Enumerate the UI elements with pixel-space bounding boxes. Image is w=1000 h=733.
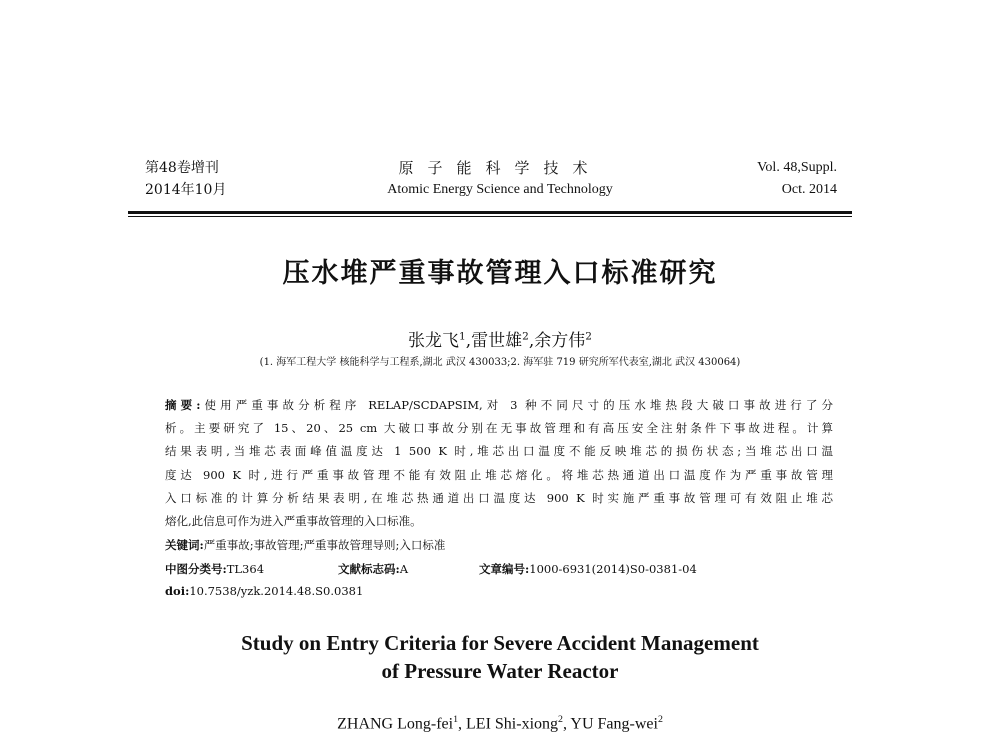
abstract-line: 入口标准的计算分析结果表明,在堆芯热通道出口温度达 900 K 时实施严重事故管理可有效阻止堆芯	[165, 491, 833, 505]
author-mark: 2	[558, 714, 563, 725]
doc-code-value: A	[399, 562, 409, 576]
paper-title-en-line2: of Pressure Water Reactor	[381, 659, 619, 683]
author-name: 余方伟	[534, 331, 586, 351]
abstract-line: 结果表明,当堆芯表面峰值温度达 1 500 K 时,堆芯出口温度不能反映堆芯的损伤状态;当堆芯出口温	[165, 444, 833, 458]
abstract-label: 摘要:	[165, 398, 201, 412]
authors-cn	[408, 326, 592, 351]
author-mark: 2	[657, 714, 663, 725]
journal-issue-block	[757, 157, 837, 201]
paper-title-en-line1: Study on Entry Criteria for Severe Accident Management	[241, 631, 759, 655]
doi-label: doi:	[165, 584, 190, 598]
header-rule-thin	[128, 216, 852, 217]
keywords-label: 关键词:	[165, 538, 204, 552]
abstract-line: 度达 900 K 时,进行严重事故管理不能有效阻止堆芯熔化。将堆芯热通道出口温度作为严重事故管理	[165, 468, 833, 482]
author-mark: 1	[453, 714, 459, 725]
article-no-field	[479, 561, 697, 577]
clc-label: 中图分类号:	[165, 562, 227, 576]
author-separator: ,	[458, 715, 467, 733]
author-separator: ,	[465, 331, 472, 351]
journal-name-en: Atomic Energy Science and Technology	[387, 182, 613, 197]
abstract-line	[165, 397, 833, 413]
doc-code-label: 文献标志码:	[338, 562, 400, 576]
abstract-line: 析。主要研究了 15、20、25 cm 大破口事故分别在无事故管理和有高压安全注射条件下事故进程。计算	[165, 421, 833, 435]
article-no-value: 1000-6931(2014)S0-0381-04	[529, 562, 697, 576]
authors-en	[337, 714, 663, 733]
volume-en: Vol. 48,Suppl.	[757, 160, 837, 175]
paper-title-en	[241, 629, 759, 685]
date-cn: 2014年10月	[145, 182, 227, 198]
journal-name-block	[387, 157, 613, 201]
author-name: 雷世雄	[471, 331, 523, 351]
author-separator: ,	[562, 715, 571, 733]
clc-value: TL364	[226, 562, 265, 576]
clc-field	[165, 561, 264, 577]
journal-name-cn: 原子能科学技术	[398, 159, 602, 177]
journal-volume-block	[145, 157, 226, 201]
author-mark: 2	[585, 330, 592, 343]
author-name: YU Fang-wei	[570, 715, 658, 733]
paper-title-cn: 压水堆严重事故管理入口标准研究	[282, 258, 718, 289]
doc-code-field	[338, 561, 408, 577]
author-mark: 1	[459, 330, 466, 343]
author-separator: ,	[528, 331, 535, 351]
author-name: ZHANG Long-fei	[337, 715, 454, 733]
doi-line	[165, 584, 363, 598]
keywords-text: 严重事故;事故管理;严重事故管理导则;入口标准	[203, 538, 446, 552]
affiliation-cn: (1. 海军工程大学 核能科学与工程系,湖北 武汉 430033;2. 海军驻 719 研究所军代表室,湖北 武汉 430064)	[259, 357, 741, 368]
date-en: Oct. 2014	[781, 182, 837, 197]
header-rule-thick	[128, 211, 852, 214]
doi-link[interactable]: 10.7538/yzk.2014.48.S0.0381	[189, 584, 364, 598]
author-name: 张龙飞	[408, 331, 460, 351]
volume-cn: 第48卷增刊	[145, 160, 219, 176]
abstract-line: 熔化,此信息可作为进入严重事故管理的入口标准。	[165, 514, 422, 528]
abstract-text: 使用严重事故分析程序 RELAP/SCDAPSIM,对 3 种不同尺寸的压水堆热段大破口事故进行了分	[200, 398, 833, 412]
article-no-label: 文章编号:	[479, 562, 530, 576]
keywords-line	[165, 537, 445, 553]
author-mark: 2	[522, 330, 529, 343]
author-name: LEI Shi-xiong	[466, 715, 559, 733]
